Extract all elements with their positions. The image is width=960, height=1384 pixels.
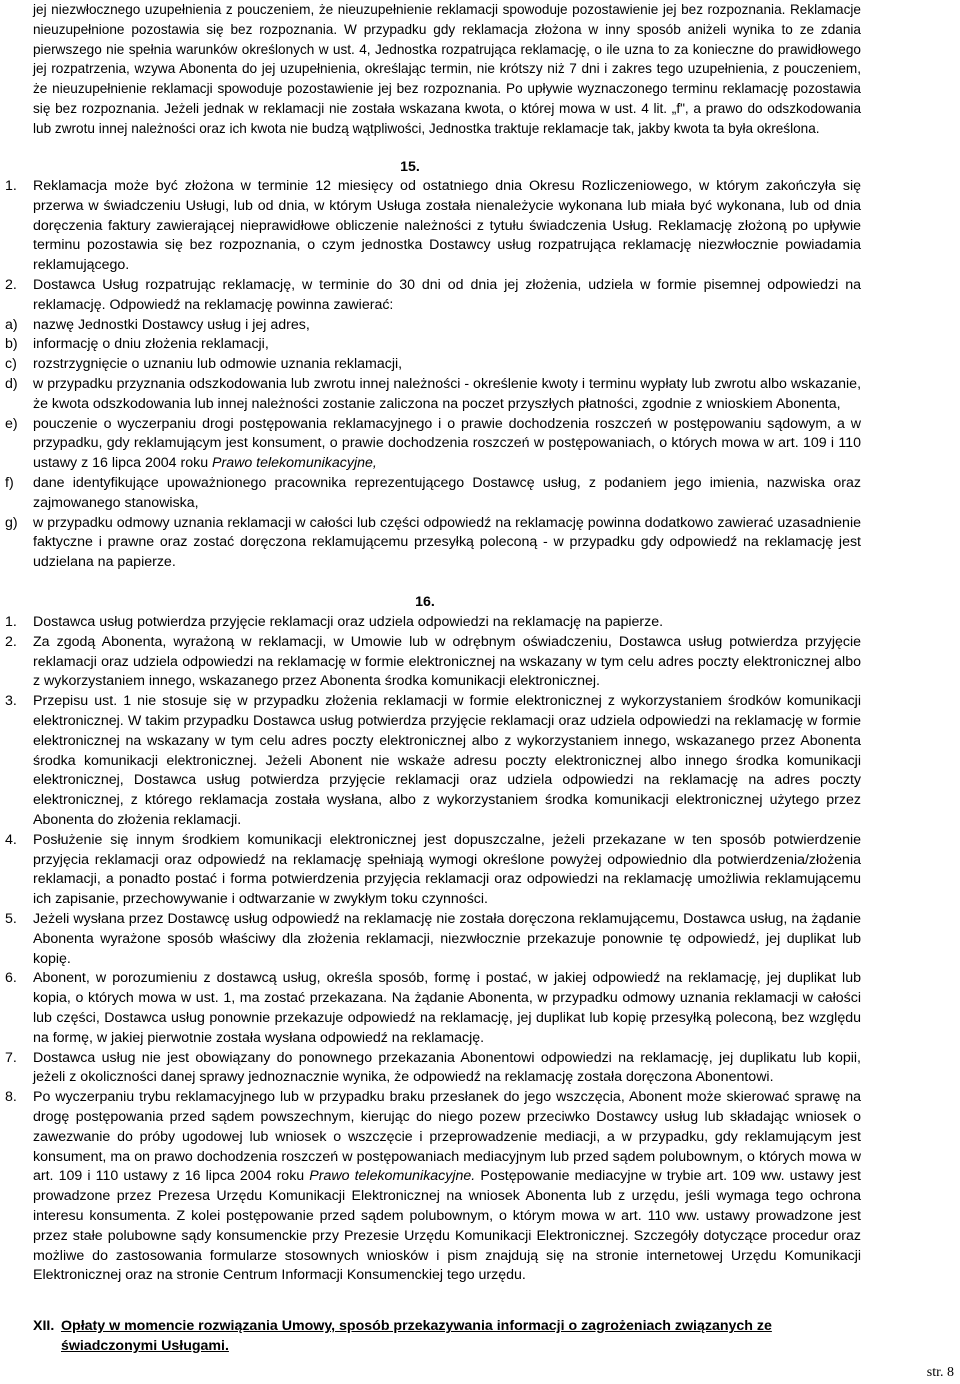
item-text: Po wyczerpaniu trybu reklamacyjnego lub w przypadku braku przesłanek do jego wszczęcia, Abonent może skierować sprawę na drogę postępowania przed sądem powszechnym, kierując do niego pozew przeciwko Dostawcy usług lub składając wniosek o zawezwanie do próby ugodowej lub wniosek o wszczęcie i przeprowadzenie mediacji, a w przypadku, gdy reklamującym jest konsument, ma on prawo dochodzenia roszczeń w postępowaniach mediacyjnym lub przed sądem polubownym, o których mowa w art. 109 i 110 ustawy z 16 lipca 2004 roku xyxy=(33,1089,861,1185)
list-item xyxy=(5,474,861,514)
item-marker: e) xyxy=(5,415,18,432)
list-item xyxy=(5,355,861,375)
item-marker: 6. xyxy=(5,970,17,987)
item-text: rozstrzygnięcie o uznaniu lub odmowie uznania reklamacji, xyxy=(33,356,403,373)
item-text: w przypadku przyznania odszkodowania lub zwrotu innej należności - określenie kwoty i terminu wypłaty lub zwrotu albo wskazanie, że kwota odszkodowania lub innej należności zostanie zaliczona na poczet przyszłych płatności, zgodnie z wnioskiem Abonenta, xyxy=(33,375,862,412)
item-text: dane identyfikujące upoważnionego pracownika reprezentującego Dostawcę usług, z podaniem jego imienia, nazwiska oraz zajmowanego stanowiska, xyxy=(33,474,861,511)
item-text: Reklamacja może być złożona w terminie 12 miesięcy od ostatniego dnia Okresu Rozliczeniowego, w którym zakończyła się przerwa w świadczeniu Usługi, lub od dnia, w którym Usługa została nienależycie wykonana lub miała być wykonana, lub od dnia doręczenia faktury zawierającej nieprawidłowe obliczenie należności z tytułu świadczenia Usług. Reklamację złożoną po upływie terminu pozostawia się bez rozpoznania, o czym jednostka Dostawcy usług rozpatrująca reklamację niezwłocznie powiadamia reklamującego. xyxy=(33,178,861,274)
item-text: pouczenie o wyczerpaniu drogi postępowania reklamacyjnego i o prawie dochodzenia roszczeń w postępowaniu sądowym, a w przypadku, gdy reklamującym jest konsument, o prawie dochodzenia roszczeń w postępowaniach, o których mowa w art. 109 i 110 ustawy z 16 lipca 2004 roku xyxy=(33,415,861,472)
page-number: str. 8 xyxy=(926,1365,954,1380)
list-item xyxy=(5,276,861,316)
item-marker: 8. xyxy=(5,1089,17,1106)
section-15-heading: 15. xyxy=(400,159,420,175)
list-item xyxy=(5,335,861,355)
item-marker: b) xyxy=(5,336,18,353)
item-marker: g) xyxy=(5,514,18,531)
item-marker: 4. xyxy=(5,831,17,848)
list-item xyxy=(5,177,861,276)
list-item xyxy=(5,1088,862,1286)
list-item xyxy=(5,692,861,831)
section-xii-title: Opłaty w momencie rozwiązania Umowy, sposób przekazywania informacji o zagrożeniach związanych ze świadczonymi Usługami. xyxy=(61,1318,772,1354)
list-item xyxy=(5,415,861,474)
item-text: w przypadku odmowy uznania reklamacji w całości lub części odpowiedź na reklamację powinna dodatkowo zawierać uzasadnienie faktyczne i prawne oraz zostać doręczona reklamującemu przesyłką poleconą - w przypadku gdy odpowiedź na reklamację jest udzielana na papierze. xyxy=(33,514,861,571)
item-text: Dostawca usług potwierdza przyjęcie reklamacji oraz udziela odpowiedzi na reklamację na papierze. xyxy=(33,614,664,630)
list-item xyxy=(5,831,861,910)
item-marker: f) xyxy=(5,474,14,491)
item-italic-text: Prawo telekomunikacyjne. xyxy=(309,1168,476,1185)
item-text: Abonent, w porozumieniu z dostawcą usług, określa sposób, formę i postać, w jakiej odpowiedź na reklamację, jej duplikat lub kopia, o których mowa w ust. 1, ma zostać przekazana. Na żądanie Abonenta, w przypadku odmowy uznania reklamacji w całości lub części, Dostawca usług ponownie przekazuje odpowiedź na reklamację, jej duplikat lub kopię przesyłką poleconą, bez względu na formę, w jakiej pierwotnie została wysłana odpowiedź na reklamację. xyxy=(33,970,861,1046)
list-item xyxy=(5,633,861,692)
item-marker: 1. xyxy=(5,614,17,630)
item-text: Dostawca Usług rozpatrując reklamację, w terminie do 30 dni od dnia jej złożenia, udziela w formie pisemnej odpowiedzi na reklamację. Odpowiedź na reklamację powinna zawierać: xyxy=(33,276,861,313)
item-marker: 7. xyxy=(5,1049,17,1066)
item-text: Dostawca usług nie jest obowiązany do ponownego przekazania Abonentowi odpowiedzi na reklamację, jej duplikatu lub kopii, jeżeli z okoliczności danej sprawy jednoznacznie wynika, że odpowiedź na reklamację została doręczona Abonentowi. xyxy=(33,1049,861,1086)
item-marker: c) xyxy=(5,356,17,373)
section-15-list xyxy=(5,177,862,573)
item-marker: 2. xyxy=(5,633,17,650)
list-item xyxy=(5,613,861,633)
item-text: informację o dniu złożenia reklamacji, xyxy=(33,336,269,353)
section-xii-heading xyxy=(33,1317,861,1357)
item-text-continued: Postępowanie mediacyjne w trybie art. 109 ww. ustawy jest prowadzone przez Prezesa Urzędu Komunikacji Elektronicznej na wniosek Abonenta lub z urzędu, jeśli wymaga tego ochrona interesu konsumenta. Z kolei postępowanie przed sądem polubownym, o którym mowa w art. 110 ww. ustawy prowadzone jest przez stałe polubowne sądy konsumenckie przy Prezesie Urzędu Komunikacji Elektronicznej. Szczegóły dotyczące procedur oraz możliwe do zastosowania formularze stosownych wniosków i pism znajdują się na stronie internetowej Urzędu Komunikacji Elektronicznej oraz na stronie Centrum Informacji Konsumenckiej tego urzędu. xyxy=(33,1168,862,1284)
item-text: Za zgodą Abonenta, wyrażoną w reklamacji, w Umowie lub w odrębnym oświadczeniu, Dostawca usług potwierdza przyjęcie reklamacji oraz udziela odpowiedzi na reklamację w formie elektronicznej na wskazany w tym celu adres poczty elektronicznej albo z wykorzystaniem innego, wskazanego przez Abonenta środka komunikacji elektronicznej. xyxy=(33,633,861,690)
item-marker: a) xyxy=(5,316,18,333)
item-marker: 3. xyxy=(5,693,17,710)
item-marker: 1. xyxy=(5,178,17,194)
item-marker: 5. xyxy=(5,910,17,927)
list-item xyxy=(5,316,861,336)
list-item xyxy=(5,375,862,415)
item-marker: 2. xyxy=(5,276,17,293)
section-xii-number: XII. xyxy=(33,1318,55,1334)
item-text: Posłużenie się innym środkiem komunikacji elektronicznej jest dopuszczalne, jeżeli przekazane w ten sposób potwierdzenie przyjęcia reklamacji oraz odpowiedź na reklamację spełniają wymogi określone powyżej odpowiednio dla potwierdzenia/złożenia reklamacji, a ponadto postać i forma potwierdzenia przyjęcia reklamacji oraz odpowiedzi na reklamację umożliwia reklamującemu ich zapisanie, przechowywanie i odtwarzanie w zwykłym toku czynności. xyxy=(33,831,861,908)
list-item xyxy=(5,969,861,1048)
item-italic-text: Prawo telekomunikacyjne, xyxy=(212,455,377,472)
item-marker: d) xyxy=(5,375,18,392)
list-item xyxy=(5,514,861,573)
item-text: nazwę Jednostki Dostawcy usług i jej adres, xyxy=(33,316,310,333)
list-item xyxy=(5,1049,861,1089)
list-item xyxy=(5,910,861,969)
intro-paragraph xyxy=(33,0,861,139)
item-text: Jeżeli wysłana przez Dostawcę usług odpowiedź na reklamację nie została doręczona reklamującemu, Dostawca usług, na żądanie Abonenta wyrażone sposób właściwy dla złożenia reklamacji, niezwłocznie przekazuje ponownie tę odpowiedź, jej duplikat lub kopię. xyxy=(33,910,861,967)
section-16-heading: 16. xyxy=(415,594,435,610)
intro-text: jej niezwłocznego uzupełnienia z pouczeniem, że nieuzupełnienie reklamacji spowoduje pozostawienie jej bez rozpoznania. Reklamacje nieuzupełnione pozostawia się bez rozpoznania. W przypadku gdy reklamacja złożona w inny sposób aniżeli wynika to ze zdania pierwszego nie spełnia warunków określonych w ust. 4, Jednostka rozpatrująca reklamację, o ile uzna to za konieczne do prawidłowego jej rozpatrzenia, wzywa Abonenta do jej uzupełnienia, określając termin, nie krótszy niż 7 dni i zakres tego uzupełnienia, z pouczeniem, że nieuzupełnienie reklamacji spowoduje pozostawienie jej bez rozpoznania. Po upływie wyznaczonego terminu reklamację pozostawia się bez rozpoznania. Jeżeli jednak w reklamacji nie została wskazana kwota, o której mowa w ust. 4 lit. „f", a prawo do odszkodowania lub zwrotu innej należności oraz ich kwota nie budzą wątpliwości, Jednostka traktuje reklamacje tak, jakby kwota ta była określona. xyxy=(33,2,861,136)
section-16-list xyxy=(5,613,862,1286)
item-text: Przepisu ust. 1 nie stosuje się w przypadku złożenia reklamacji w formie elektronicznej z wykorzystaniem środków komunikacji elektronicznej. W takim przypadku Dostawca usług potwierdza przyjęcie reklamacji oraz udziela odpowiedzi na reklamację w formie elektronicznej na wskazany w tym celu adres poczty elektronicznej albo z wykorzystaniem innego, wskazanego przez Abonenta środka komunikacji elektronicznej. Jeżeli Abonent nie wskaże adresu poczty elektronicznej albo innego środka komunikacji elektronicznej, Dostawca usług potwierdza przyjęcie reklamacji oraz udziela odpowiedzi na reklamację na adres poczty elektronicznej, z którego reklamacja została wysłana, albo z wykorzystaniem środka komunikacji elektronicznej użytego przez Abonenta do złożenia reklamacji. xyxy=(33,693,861,828)
